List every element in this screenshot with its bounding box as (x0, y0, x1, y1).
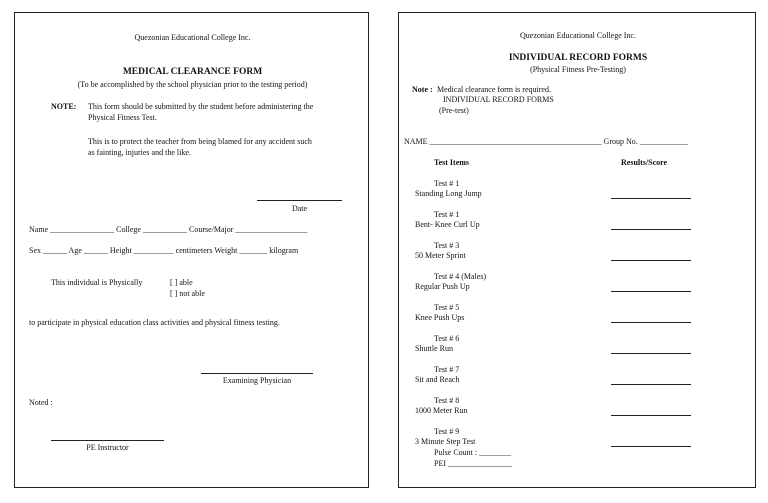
examining-physician-label: Examining Physician (222, 376, 292, 385)
test-number: Test # 1 (434, 210, 460, 219)
student-info-row-2[interactable]: Sex ______ Age ______ Height __________ centimeters Weight _______ kilogram (29, 246, 299, 255)
individual-record-page (398, 12, 756, 488)
column-header-test-items: Test Items (434, 158, 470, 167)
test-number: Test # 9 (434, 427, 460, 436)
note-label: NOTE: (51, 102, 77, 111)
column-header-results: Results/Score (621, 158, 668, 167)
school-name: Quezonian Educational College Inc. (134, 33, 251, 42)
test-name: Standing Long Jump (415, 189, 482, 198)
test-name: 1000 Meter Run (415, 406, 468, 415)
result-score-line[interactable] (611, 198, 691, 199)
test-number: Test # 6 (434, 334, 460, 343)
not-able-checkbox[interactable]: [ ] not able (170, 289, 205, 298)
test-name: Sit and Reach (415, 375, 460, 384)
noted-label: Noted : (29, 398, 53, 407)
test-number: Test # 1 (434, 179, 460, 188)
test-number: Test # 5 (434, 303, 460, 312)
form-title: INDIVIDUAL RECORD FORMS (508, 53, 648, 63)
test-name: Knee Push Ups (415, 313, 465, 322)
pei-field[interactable]: PEI ________________ (434, 459, 512, 468)
note-line-2: INDIVIDUAL RECORD FORMS (443, 95, 554, 104)
result-score-line[interactable] (611, 322, 691, 323)
school-name: Quezonian Educational College Inc. (520, 31, 636, 40)
date-signature-line[interactable] (257, 200, 342, 201)
note-line-1: Medical clearance form is required. (437, 85, 551, 94)
test-name: Shuttle Run (415, 344, 454, 353)
pe-instructor-label: PE Instructor (86, 443, 129, 452)
note-paragraph-2-line-2: as fainting, injuries and the like. (88, 148, 191, 157)
note-paragraph-1-line-1: This form should be submitted by the student before administering the (88, 102, 314, 111)
test-name: 3 Minute Step Test (415, 437, 476, 446)
pulse-count-field[interactable]: Pulse Count : ________ (434, 448, 512, 457)
test-name: Regular Push Up (415, 282, 470, 291)
student-info-row-1[interactable]: Name ________________ College ___________ Course/Major __________________ (29, 225, 308, 234)
date-label: Date (291, 204, 308, 213)
test-number: Test # 3 (434, 241, 460, 250)
test-name: 50 Meter Sprint (415, 251, 466, 260)
result-score-line[interactable] (611, 446, 691, 447)
note-paragraph-2-line-1: This is to protect the teacher from being blamed for any accident such (88, 137, 312, 146)
medical-clearance-page (14, 12, 369, 488)
pe-instructor-signature-line[interactable] (51, 440, 164, 441)
form-title: MEDICAL CLEARANCE FORM (122, 67, 263, 77)
form-subtitle: (Physical Fitness Pre-Testing) (530, 65, 626, 74)
form-subtitle: (To be accomplished by the school physician prior to the testing period) (77, 80, 308, 89)
physically-label: This individual is Physically (51, 278, 143, 287)
test-number: Test # 4 (Males) (434, 272, 487, 281)
result-score-line[interactable] (611, 353, 691, 354)
participate-text: to participate in physical education class activities and physical fitness testing. (29, 318, 280, 327)
physician-signature-line[interactable] (201, 373, 313, 374)
result-score-line[interactable] (611, 384, 691, 385)
test-number: Test # 8 (434, 396, 460, 405)
result-score-line[interactable] (611, 291, 691, 292)
test-name: Bent- Knee Curl Up (415, 220, 480, 229)
able-checkbox[interactable]: [ ] able (170, 278, 193, 287)
result-score-line[interactable] (611, 229, 691, 230)
test-number: Test # 7 (434, 365, 460, 374)
result-score-line[interactable] (611, 260, 691, 261)
note-line-3: (Pre-test) (439, 106, 469, 115)
note-label: Note : (412, 85, 433, 94)
name-group-row[interactable]: NAME ___________________________________________ Group No. ____________ (404, 137, 688, 146)
result-score-line[interactable] (611, 415, 691, 416)
note-paragraph-1-line-2: Physical Fitness Test. (88, 113, 157, 122)
